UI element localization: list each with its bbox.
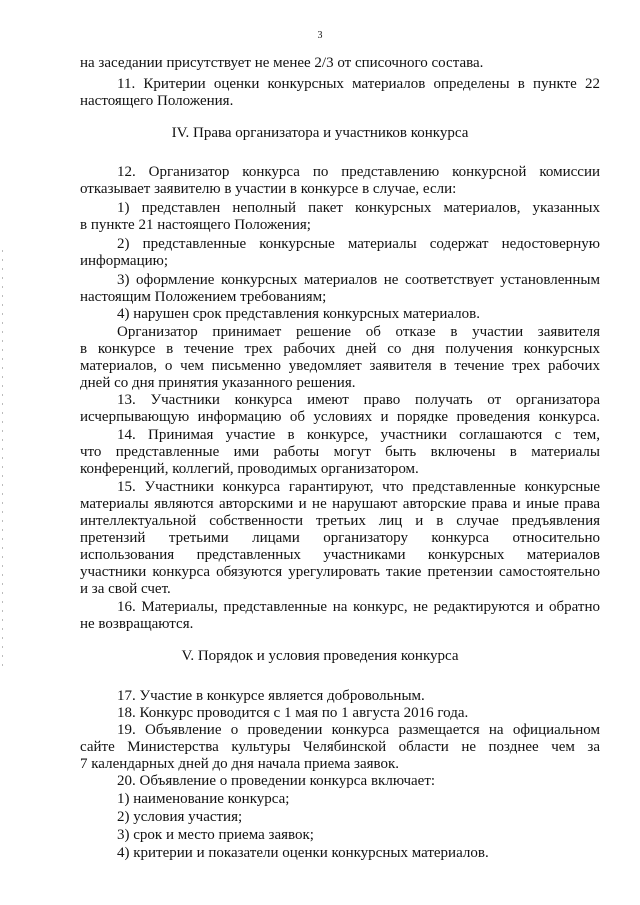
paragraph-line: настоящего Положения. bbox=[80, 93, 234, 109]
list-item: 4) нарушен срок представления конкурсных материалов. bbox=[117, 306, 480, 322]
list-item: 2) представленные конкурсные материалы содержат недостоверную bbox=[117, 236, 600, 252]
list-item: 3) срок и место приема заявок; bbox=[117, 827, 314, 843]
scan-edge-mark bbox=[2, 250, 3, 670]
section-heading: V. Порядок и условия проведения конкурса bbox=[181, 648, 459, 664]
paragraph-line: что представленные ими работы могут быть включены в материалы bbox=[80, 444, 600, 460]
paragraph-line: отказывает заявителю в участии в конкурсе в случае, если: bbox=[80, 181, 457, 197]
paragraph-line: конференций, коллегий, проводимых организатором. bbox=[80, 461, 419, 477]
list-item: 3) оформление конкурсных материалов не соответствует установленным bbox=[117, 272, 600, 288]
paragraph-line: 13. Участники конкурса имеют право получать от организатора bbox=[117, 392, 600, 408]
paragraph-line: участники конкурса обязуются урегулировать такие претензии самостоятельно bbox=[80, 564, 600, 580]
paragraph-line: исчерпывающую информацию об условиях и порядке проведения конкурса. bbox=[80, 409, 600, 425]
paragraph-line: в пункте 21 настоящего Положения; bbox=[80, 217, 311, 233]
paragraph-line: использования представленных участниками конкурсных материалов bbox=[80, 547, 600, 563]
paragraph-line: в конкурсе в течение трех рабочих дней со дня получения конкурсных bbox=[80, 341, 600, 357]
section-heading: IV. Права организатора и участников конкурса bbox=[171, 125, 469, 141]
paragraph-line: дней со дня принятия указанного решения. bbox=[80, 375, 356, 391]
list-item: 2) условия участия; bbox=[117, 809, 243, 825]
list-item: 1) наименование конкурса; bbox=[117, 791, 290, 807]
paragraph-line: информацию; bbox=[80, 253, 169, 269]
paragraph-line: претензий третьими лицами организатору конкурса относительно bbox=[80, 530, 600, 546]
paragraph-line: Организатор принимает решение об отказе в участии заявителя bbox=[117, 324, 600, 340]
paragraph-line: и за свой счет. bbox=[80, 581, 171, 597]
paragraph-line: материалы являются авторскими и не нарушают авторские права и иные права bbox=[80, 496, 600, 512]
paragraph-line: не возвращаются. bbox=[80, 616, 194, 632]
paragraph-line: 16. Материалы, представленные на конкурс, не редактируются и обратно bbox=[117, 599, 600, 615]
paragraph-line: 18. Конкурс проводится с 1 мая по 1 августа 2016 года. bbox=[117, 705, 469, 721]
paragraph-line: 7 календарных дней до дня начала приема заявок. bbox=[80, 756, 400, 772]
paragraph-line: настоящим Положением требованиям; bbox=[80, 289, 327, 305]
paragraph-line: 12. Организатор конкурса по представлению конкурсной комиссии bbox=[117, 164, 600, 180]
paragraph-line: на заседании присутствует не менее 2/3 от списочного состава. bbox=[80, 55, 484, 71]
paragraph-line: 15. Участники конкурса гарантируют, что представленные конкурсные bbox=[117, 479, 600, 495]
paragraph-line: сайте Министерства культуры Челябинской области не позднее чем за bbox=[80, 739, 600, 755]
paragraph-line: материалов, о чем письменно уведомляет заявителя в течение трех рабочих bbox=[80, 358, 600, 374]
paragraph-line: 19. Объявление о проведении конкурса размещается на официальном bbox=[117, 722, 600, 738]
paragraph-line: 20. Объявление о проведении конкурса включает: bbox=[117, 773, 436, 789]
paragraph-line: 17. Участие в конкурсе является добровольным. bbox=[117, 688, 425, 704]
paragraph-line: 11. Критерии оценки конкурсных материалов определены в пункте 22 bbox=[117, 76, 600, 92]
list-item: 4) критерии и показатели оценки конкурсных материалов. bbox=[117, 845, 489, 861]
page-number: 3 bbox=[317, 30, 323, 41]
paragraph-line: 14. Принимая участие в конкурсе, участники соглашаются с тем, bbox=[117, 427, 600, 443]
paragraph-line: интеллектуальной собственности третьих лиц и в случае предъявления bbox=[80, 513, 600, 529]
list-item: 1) представлен неполный пакет конкурсных материалов, указанных bbox=[117, 200, 600, 216]
